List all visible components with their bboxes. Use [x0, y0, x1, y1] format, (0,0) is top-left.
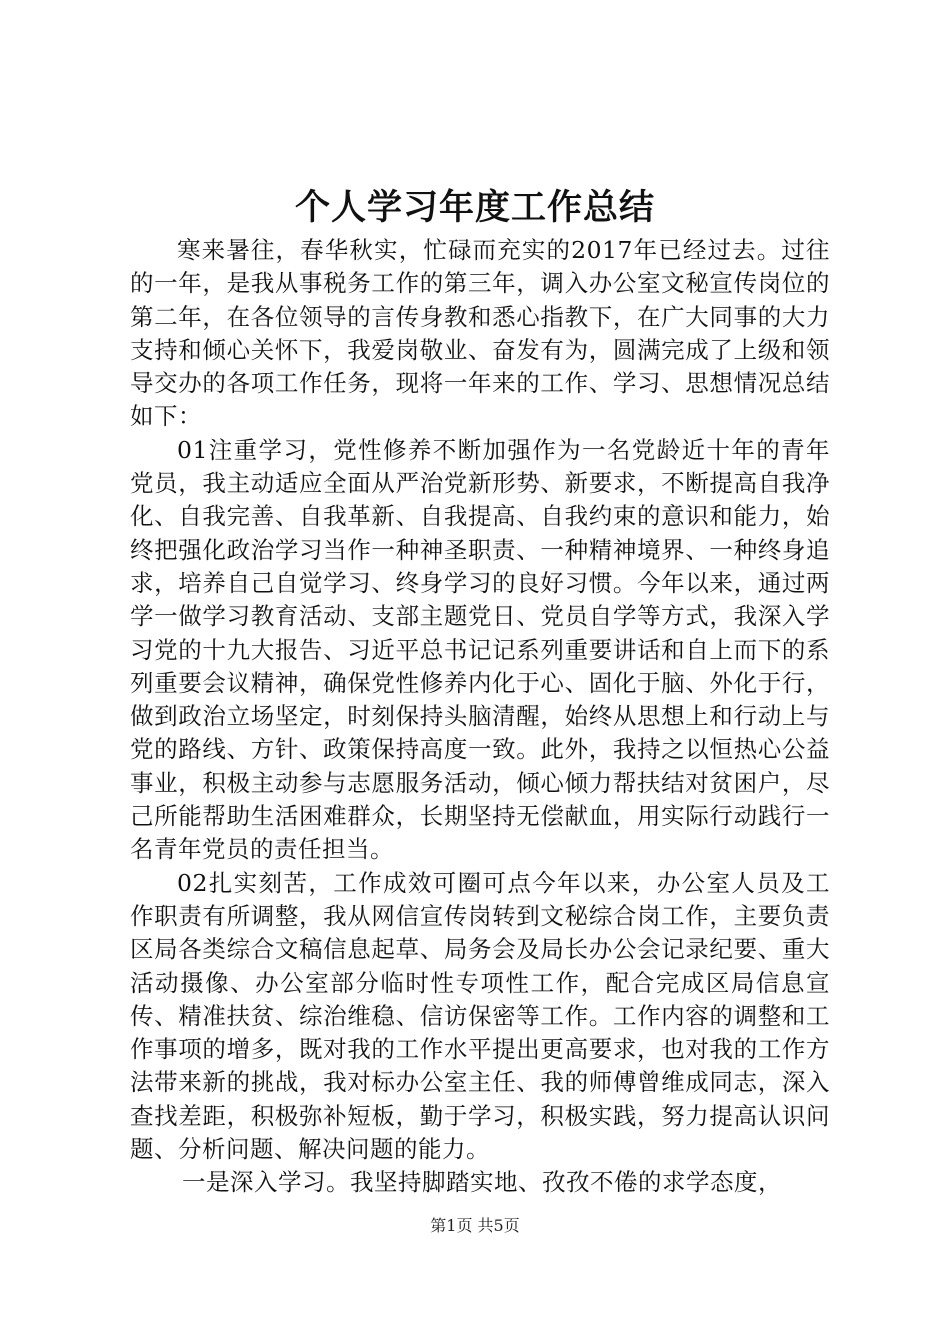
paragraph-point-one: 一是深入学习。我坚持脚踏实地、孜孜不倦的求学态度，	[182, 1168, 782, 1197]
paragraph-intro: 寒来暑往，春华秋实，忙碌而充实的2017年已经过去。过往的一年，是我从事税务工作的第三年，调入办公室文秘宣传岗位的第二年，在各位领导的言传身教和悉心指教下，在广大同事的大力支持和倾心关怀下，我爱岗敬业、奋发有为，圆满完成了上级和领导交办的各项工作任务，现将一年来的工作、学习、思想情况总结如下：	[130, 236, 830, 431]
document-body	[130, 234, 830, 1200]
page-number-footer: 第1页 共5页	[430, 1216, 520, 1235]
paragraph-section-02: 02扎实刻苦，工作成效可圈可点今年以来，办公室人员及工作职责有所调整，我从网信宣传岗转到文秘综合岗工作，主要负责区局各类综合文稿信息起草、局务会及局长办公会记录纪要、重大活动摄像、办公室部分临时性专项性工作，配合完成区局信息宣传、精准扶贫、综治维稳、信访保密等工作。工作内容的调整和工作事项的增多，既对我的工作水平提出更高要求，也对我的工作方法带来新的挑战，我对标办公室主任、我的师傅曾维成同志，深入查找差距，积极弥补短板，勤于学习，积极实践，努力提高认识问题、分析问题、解决问题的能力。	[130, 868, 830, 1164]
document-title: 个人学习年度工作总结	[294, 188, 655, 228]
paragraph-section-01: 01注重学习，党性修养不断加强作为一名党龄近十年的青年党员，我主动适应全面从严治党新形势、新要求，不断提高自我净化、自我完善、自我革新、自我提高、自我约束的意识和能力，始终把强化政治学习当作一种神圣职责、一种精神境界、一种终身追求，培养自己自觉学习、终身学习的良好习惯。今年以来，通过两学一做学习教育活动、支部主题党日、党员自学等方式，我深入学习党的十九大报告、习近平总书记记系列重要讲话和自上而下的系列重要会议精神，确保党性修养内化于心、固化于脑、外化于行，做到政治立场坚定，时刻保持头脑清醒，始终从思想上和行动上与党的路线、方针、政策保持高度一致。此外，我持之以恒热心公益事业，积极主动参与志愿服务活动，倾心倾力帮扶结对贫困户，尽己所能帮助生活困难群众，长期坚持无偿献血，用实际行动践行一名青年党员的责任担当。	[130, 435, 830, 864]
